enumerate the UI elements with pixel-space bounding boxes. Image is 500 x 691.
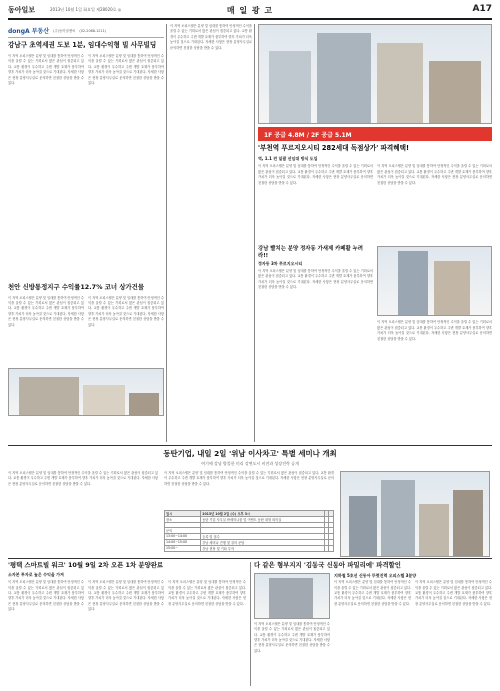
officetel-photo — [254, 573, 330, 619]
body-text: 이 지역 오피스텔은 분양 및 임대를 통하여 안정적인 수익을 올릴 수 있는 기회로서 많은 관심이 집중되고 있다. 교통 환경이 우수하고 주변 개발 호재가 풍부하여 향후 가치가 더욱 높아질 것으로 기대된다. 자세한 사항은 현장 분양사무실로 문의하면 친절한 상담을 받을 수 있다. — [88, 580, 164, 612]
bottom-left-section — [8, 562, 246, 686]
column-divider — [250, 562, 251, 686]
promo-band — [258, 127, 492, 141]
tower-rendering — [377, 246, 492, 316]
body-text: 이 지역 오피스텔은 분양 및 임대를 통하여 안정적인 수익을 올릴 수 있는 기회로서 많은 관심이 집중되고 있다. 교통 환경이 우수하고 주변 개발 호재가 풍부하여 향후 가치가 더욱 높아질 것으로 기대된다. 자세한 사항은 현장 분양사무실로 문의하면 친절한 상담을 받을 수 있다. — [334, 580, 411, 606]
mid-subline: 여기에 강남 방불한 미리 강변도시 비전과 성장전략 공개 — [201, 460, 299, 466]
table-cell: 등록 및 접수 — [201, 533, 325, 539]
table-cell — [329, 545, 334, 551]
city-rendering — [340, 471, 490, 557]
bottom-left-headline: '평택 스마트빌 워크' 10월 9일 2차 오픈 1차 분양완료 — [8, 561, 164, 569]
promo-title: 강남 빨치는 분양 정자동 가새제 카페활 누려라!! — [258, 246, 363, 259]
col1-headline: 강남구 초역세권 도보 1분, 임대수익형 빌 사무빌딩 — [8, 41, 157, 49]
newspaper-logo: 동아일보 — [8, 6, 36, 14]
col3-subheadline: 역, 1.1 전 일괄 선임대 방식 도입 — [258, 155, 318, 161]
ad-tagline: (주)동아알앤씨 — [53, 29, 76, 33]
promo-band-text: 1F 공급 4.8M / 2F 공급 5.1M — [264, 132, 352, 139]
body-text: 이 지역 오피스텔은 분양 및 임대를 통하여 안정적인 수익을 올릴 수 있는 기회로서 많은 관심이 집중되고 있다. 교통 환경이 우수하고 주변 개발 호재가 풍부하여 향후 가치가 더욱 높아질 것으로 기대된다. 자세한 사항은 현장 분양사무실로 문의하면 친절한 상담을 받을 수 있다. — [377, 320, 492, 341]
col3-headline: '부천역 푸르지오시티 282세대 독점상가' 파격혜택! — [258, 144, 410, 152]
bottom-left-sub: 소자본 투자로 높은 수익을 가져 — [8, 571, 64, 577]
promo-subtitle: 정자동 3차 푸르지오시티 — [258, 261, 303, 267]
table-cell: 문의 — [165, 527, 201, 533]
mid-band — [8, 450, 492, 554]
body-text: 이 지역 오피스텔은 분양 및 임대를 통하여 안정적인 수익을 올릴 수 있는 기회로서 많은 관심이 집중되고 있다. 교통 환경이 우수하고 주변 개발 호재가 풍부하여 향후 가치가 더욱 높아질 것으로 기대된다. 자세한 사항은 현장 분양사무실로 문의하면 친절한 상담을 받을 수 있다. — [377, 164, 492, 185]
table-cell: 강남 세미나 진행 및 질의 문답 — [201, 539, 325, 545]
seminar-schedule-table — [164, 510, 334, 552]
col2-section — [170, 24, 252, 436]
table-cell: 13:00~14:00 — [165, 533, 201, 539]
body-text: 이 지역 오피스텔은 분양 및 임대를 통하여 안정적인 수익을 올릴 수 있는 기회로서 많은 관심이 집중되고 있다. 교통 환경이 우수하고 주변 개발 호재가 풍부하여 향후 가치가 더욱 높아질 것으로 기대된다. 자세한 사항은 현장 분양사무실로 문의하면 친절한 상담을 받을 수 있다. — [168, 580, 246, 606]
ad-logo: dongA 부동산 — [8, 28, 50, 35]
table-cell: 일시 — [165, 510, 201, 516]
body-text: 이 지역 오피스텔은 분양 및 임대를 통하여 안정적인 수익을 올릴 수 있는 기회로서 많은 관심이 집중되고 있다. 교통 환경이 우수하고 주변 개발 호재가 풍부하여 향후 가치가 더욱 높아질 것으로 기대된다. 자세한 사항은 현장 분양사무실로 문의하면 친절한 상담을 받을 수 있다. — [170, 24, 252, 50]
table-cell: 강남 현장 및 기타 투자 — [201, 545, 325, 551]
body-text: 이 지역 오피스텔은 분양 및 임대를 통하여 안정적인 수익을 올릴 수 있는 기회로서 많은 관심이 집중되고 있다. 교통 환경이 우수하고 주변 개발 호재가 풍부하여 향후 가치가 더욱 높아질 것으로 기대된다. 자세한 사항은 현장 분양사무실로 문의하면 친절한 상담을 받을 수 있다. — [8, 295, 84, 327]
page-number: A17 — [472, 4, 492, 14]
body-text: 이 지역 오피스텔은 분양 및 임대를 통하여 안정적인 수익을 올릴 수 있는 기회로서 많은 관심이 집중되고 있다. 교통 환경이 우수하고 주변 개발 호재가 풍부하여 향후 가치가 더욱 높아질 것으로 기대된다. 자세한 사항은 현장 분양사무실로 문의하면 친절한 상담을 받을 수 있다. — [415, 580, 492, 606]
apartment-rendering — [258, 24, 492, 124]
column-divider — [166, 24, 167, 442]
body-text: 이 지역 오피스텔은 분양 및 임대를 통하여 안정적인 수익을 올릴 수 있는 기회로서 많은 관심이 집중되고 있다. 교통 환경이 우수하고 주변 개발 호재가 풍부하여 향후 가치가 더욱 높아질 것으로 기대된다. 자세한 사항은 현장 분양사무실로 문의하면 친절한 상담을 받을 수 있다. — [258, 164, 373, 185]
body-text: 이 지역 오피스텔은 분양 및 임대를 통하여 안정적인 수익을 올릴 수 있는 기회로서 많은 관심이 집중되고 있다. 교통 환경이 우수하고 주변 개발 호재가 풍부하여 향후 가치가 더욱 높아질 것으로 기대된다. 자세한 사항은 현장 분양사무실로 문의하면 친절한 상담을 받을 수 있다. — [88, 53, 164, 85]
section-divider — [8, 558, 492, 559]
table-cell: 2013년 10월 2일 (수) 오후 3시 — [201, 510, 325, 516]
mid-headline: 동탄기업, 내일 2일 '위남 이사차고' 특별 세미나 개최 — [163, 449, 337, 458]
body-text: 이 지역 오피스텔은 분양 및 임대를 통하여 안정적인 수익을 올릴 수 있는 기회로서 많은 관심이 집중되고 있다. 교통 환경이 우수하고 주변 개발 호재가 풍부하여 향후 가치가 더욱 높아질 것으로 기대된다. 자세한 사항은 현장 분양사무실로 문의하면 친절한 상담을 받을 수 있다. — [8, 580, 84, 612]
bottom-right-sub: 지하철 5호선 신동아 뚜렷진력 오피스텔 3분양 — [334, 572, 417, 578]
body-text: 이 지역 오피스텔은 분양 및 임대를 통하여 안정적인 수익을 올릴 수 있는 기회로서 많은 관심이 집중되고 있다. 교통 환경이 우수하고 주변 개발 호재가 풍부하여 향후 가치가 더욱 높아질 것으로 기대된다. 자세한 사항은 현장 분양사무실로 문의하면 친절한 상담을 받을 수 있다. — [8, 53, 84, 85]
section-title: 매 일 광 고 — [226, 6, 274, 15]
ad-phone: (02-2088-1211) — [79, 28, 107, 33]
section-divider — [8, 445, 492, 446]
building-photo — [8, 368, 164, 416]
bottom-right-section — [254, 562, 492, 686]
column-divider — [254, 24, 255, 442]
body-text: 이 지역 오피스텔은 분양 및 임대를 통하여 안정적인 수익을 올릴 수 있는 기회로서 많은 관심이 집중되고 있다. 교통 환경이 우수하고 주변 개발 호재가 풍부하여 향후 가치가 더욱 높아질 것으로 기대된다. 자세한 사항은 현장 분양사무실로 문의하면 친절한 상담을 받을 수 있다. — [88, 295, 164, 327]
body-text: 이 지역 오피스텔은 분양 및 임대를 통하여 안정적인 수익을 올릴 수 있는 기회로서 많은 관심이 집중되고 있다. 교통 환경이 우수하고 주변 개발 호재가 풍부하여 향후 가치가 더욱 높아질 것으로 기대된다. 자세한 사항은 현장 분양사무실로 문의하면 친절한 상담을 받을 수 있다. — [8, 470, 158, 486]
body-text: 이 지역 오피스텔은 분양 및 임대를 통하여 안정적인 수익을 올릴 수 있는 기회로서 많은 관심이 집중되고 있다. 교통 환경이 우수하고 주변 개발 호재가 풍부하여 향후 가치가 더욱 높아질 것으로 기대된다. 자세한 사항은 현장 분양사무실로 문의하면 친절한 상담을 받을 수 있다. — [258, 268, 373, 289]
body-text: 이 지역 오피스텔은 분양 및 임대를 통하여 안정적인 수익을 올릴 수 있는 기회로서 많은 관심이 집중되고 있다. 교통 환경이 우수하고 주변 개발 호재가 풍부하여 향후 가치가 더욱 높아질 것으로 기대된다. 자세한 사항은 현장 분양사무실로 문의하면 친절한 상담을 받을 수 있다. — [254, 621, 330, 653]
table-cell: 15:00~ — [165, 545, 201, 551]
issue-date: 2013년 10월 1일 화요일 제28020호 ◎ — [50, 7, 122, 12]
col1-section — [8, 24, 164, 416]
body-text: 이 지역 오피스텔은 분양 및 임대를 통하여 안정적인 수익을 올릴 수 있는 기회로서 많은 관심이 집중되고 있다. 교통 환경이 우수하고 주변 개발 호재가 풍부하여 향후 가치가 더욱 높아질 것으로 기대된다. 자세한 사항은 현장 분양사무실로 문의하면 친절한 상담을 받을 수 있다. — [164, 470, 334, 486]
table-row — [165, 545, 334, 551]
bottom-right-headline: 다 같은 형부지지 '김동국 신동아 파밀리에' 파격할인 — [254, 561, 401, 569]
col3-section — [258, 24, 492, 401]
table-cell: 14:00~15:00 — [165, 539, 201, 545]
table-cell: 동탄 기업 사무실 ㈜세미나룸 및 이벤트 동탄 대형 회의실 — [201, 516, 325, 522]
masthead — [8, 4, 492, 20]
table-cell: 장소 — [165, 516, 201, 522]
col1-section2-title: 천안 신방통정지구 수익률12.7% 코너 상가건물 — [8, 282, 145, 291]
